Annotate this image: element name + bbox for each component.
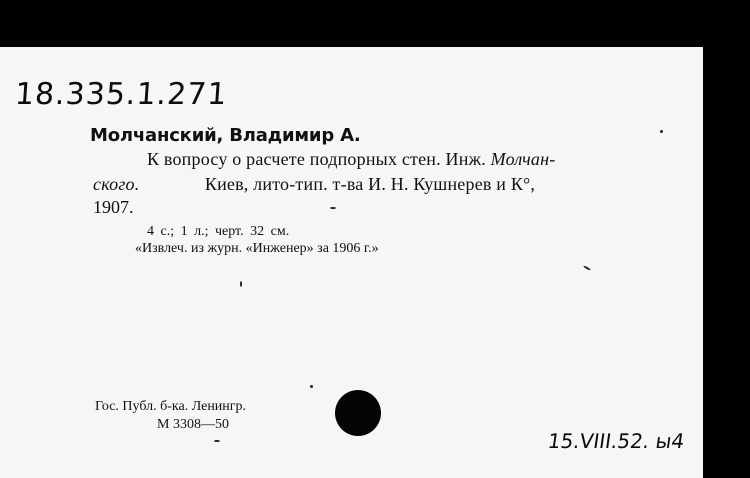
- ink-speck: [214, 440, 220, 442]
- call-number: 18.335.1.271: [13, 77, 229, 112]
- extract-note: «Извлеч. из журн. «Инженер» за 1906 г.»: [135, 241, 379, 256]
- catalog-card: [0, 47, 703, 478]
- title-line-1: [147, 149, 555, 170]
- ink-speck: [330, 207, 336, 209]
- author-heading: Молчанский, Владимир А.: [90, 125, 361, 146]
- library-holder: Гос. Публ. б-ка. Ленингр.: [95, 399, 247, 414]
- title-text: К вопросу о расчете подпорных стен. Инж.: [147, 149, 486, 169]
- title-line-2: [93, 174, 535, 195]
- title-author-part-2: ского.: [93, 174, 140, 194]
- ink-speck: [583, 265, 591, 271]
- ink-speck: [310, 385, 313, 388]
- handwritten-note: 15.VIII.52. ы4: [546, 429, 686, 453]
- punch-hole: [335, 390, 381, 436]
- imprint: Киев, лито-тип. т-ва И. Н. Кушнерев и К°,: [204, 174, 536, 194]
- title-author-part-1: Молчан-: [490, 149, 556, 169]
- shelfmark: М 3308—50: [157, 417, 229, 432]
- collation: 4 с.; 1 л.; черт. 32 см.: [147, 224, 290, 239]
- ink-speck: [240, 281, 242, 287]
- publication-year: 1907.: [93, 197, 134, 217]
- ink-speck: [660, 130, 663, 133]
